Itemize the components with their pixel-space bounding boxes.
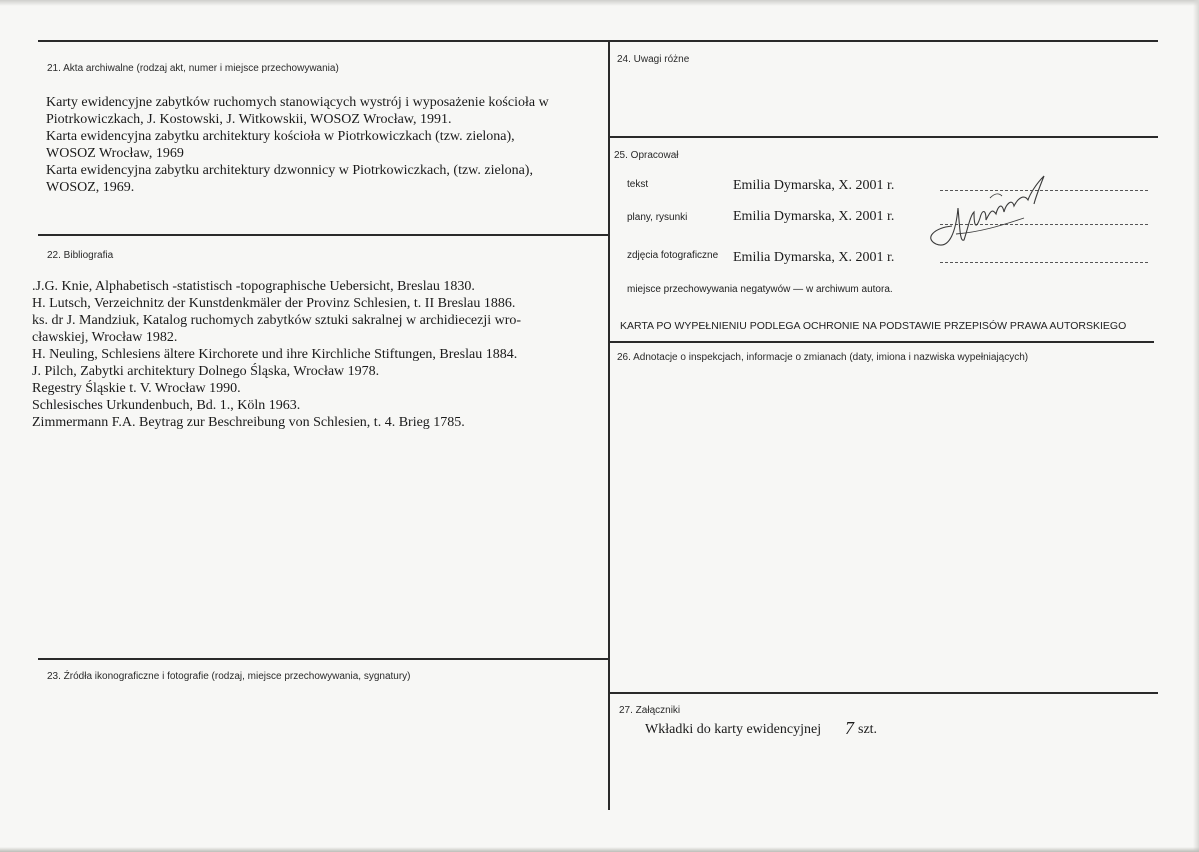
- section-22-label: 22. Bibliografia: [47, 250, 114, 261]
- section-27-label: 27. Załączniki: [619, 705, 681, 716]
- section-25-label: 25. Opracował: [614, 150, 679, 161]
- top-border-line: [38, 40, 1158, 42]
- prepared-row-label-photos: zdjęcia fotograficzne: [627, 250, 719, 261]
- prepared-row-value-photos: Emilia Dymarska, X. 2001 r.: [733, 250, 895, 265]
- section-21-label: 21. Akta archiwalne (rodzaj akt, numer i miejsce przechowywania): [47, 63, 339, 74]
- attachments-count: 7: [845, 718, 854, 738]
- archive-line: Piotrkowiczkach, J. Kostowski, J. Witkowskii, WOSOZ Wrocław, 1991.: [46, 112, 452, 127]
- prepared-row-value-text: Emilia Dymarska, X. 2001 r.: [733, 178, 895, 193]
- bibliography-line: cławskiej, Wrocław 1982.: [32, 330, 178, 345]
- bibliography-line: H. Neuling, Schlesiens ältere Kirchorete und ihre Kirchliche Stiftungen, Breslau 1884.: [32, 347, 518, 362]
- divider-26-27: [608, 692, 1158, 694]
- prepared-row-label-drawings: plany, rysunki: [627, 212, 688, 223]
- prepared-row-value-drawings: Emilia Dymarska, X. 2001 r.: [733, 209, 895, 224]
- bibliography-line: Regestry Śląskie t. V. Wrocław 1990.: [32, 381, 241, 396]
- divider-21-22: [38, 234, 608, 236]
- archive-line: Karta ewidencyjna zabytku architektury kościoła w Piotrkowiczkach (tzw. zielona),: [46, 129, 515, 144]
- scan-right-edge: [1193, 0, 1199, 852]
- archive-line: Karta ewidencyjna zabytku architektury dzwonnicy w Piotrkowiczkach, (tzw. zielona),: [46, 163, 533, 178]
- section-22-text: [32, 278, 521, 431]
- section-21-text: [46, 94, 549, 196]
- signature-dotted-line: [940, 262, 1148, 263]
- attachments-unit: szt.: [858, 722, 878, 737]
- center-divider-line: [608, 40, 610, 810]
- handwritten-signature: [920, 168, 1060, 258]
- scan-bottom-edge: [0, 847, 1199, 852]
- divider-24-25: [608, 136, 1158, 138]
- attachments-text: Wkładki do karty ewidencyjnej: [645, 722, 822, 737]
- scan-top-edge: [0, 0, 1199, 6]
- bibliography-line: .J.G. Knie, Alphabetisch -statistisch -topographische Uebersicht, Breslau 1830.: [32, 279, 475, 294]
- section-26-label: 26. Adnotacje o inspekcjach, informacje o zmianach (daty, imiona i nazwiska wypełniających): [617, 352, 1029, 363]
- bibliography-line: ks. dr J. Mandziuk, Katalog ruchomych zabytków sztuki sakralnej w archidiecezji wro-: [32, 313, 522, 328]
- divider-25-26: [608, 341, 1154, 343]
- archive-line: WOSOZ, 1969.: [46, 180, 135, 195]
- copyright-notice: KARTA PO WYPEŁNIENIU PODLEGA OCHRONIE NA PODSTAWIE PRZEPISÓW PRAWA AUTORSKIEGO: [620, 320, 1127, 332]
- negatives-storage-note: miejsce przechowywania negatywów — w archiwum autora.: [627, 284, 893, 295]
- section-24-label: 24. Uwagi różne: [617, 54, 690, 65]
- archive-line: WOSOZ Wrocław, 1969: [46, 146, 184, 161]
- bibliography-line: Zimmermann F.A. Beytrag zur Beschreibung von Schlesien, t. 4. Brieg 1785.: [32, 415, 465, 430]
- archive-line: Karty ewidencyjne zabytków ruchomych stanowiących wystrój i wyposażenie kościoła w: [46, 95, 549, 110]
- prepared-row-label-text: tekst: [627, 179, 649, 190]
- bibliography-line: J. Pilch, Zabytki architektury Dolnego Śląska, Wrocław 1978.: [32, 364, 380, 379]
- divider-22-23: [38, 658, 608, 660]
- bibliography-line: Schlesisches Urkundenbuch, Bd. 1., Köln 1963.: [32, 398, 301, 413]
- bibliography-line: H. Lutsch, Verzeichnitz der Kunstdenkmäler der Provinz Schlesien, t. II Breslau 1886.: [32, 296, 516, 311]
- section-23-label: 23. Źródła ikonograficzne i fotografie (rodzaj, miejsce przechowywania, sygnatury): [47, 671, 411, 682]
